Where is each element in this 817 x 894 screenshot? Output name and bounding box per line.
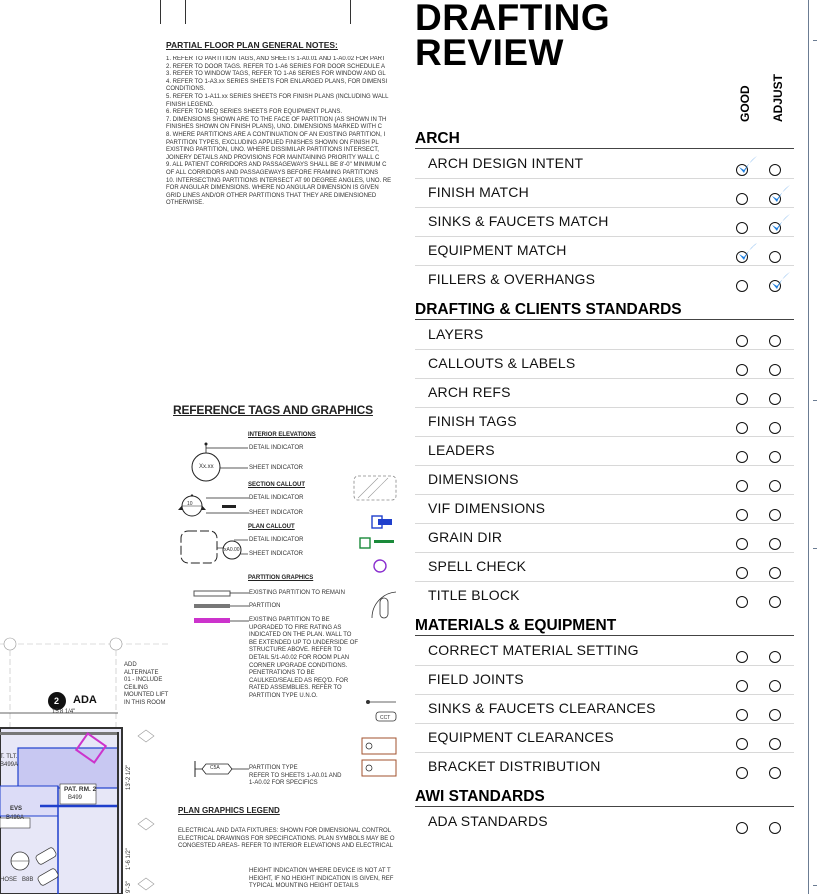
- section-header: DRAFTING & CLIENTS STANDARDS: [415, 300, 794, 320]
- plan-legend-line: ELECTRICAL DRAWINGS FOR SPECIFICATIONS. PLAN SYMBOLS MAY BE O: [178, 835, 395, 842]
- general-note-line: OTHERWISE.: [166, 200, 204, 207]
- general-note-line: CONDITIONS.: [166, 86, 206, 93]
- edge-tick: [813, 400, 817, 401]
- checklist-item-label: ADA STANDARDS: [428, 813, 548, 829]
- good-checkbox[interactable]: [736, 680, 748, 692]
- ada-label: ADA: [73, 694, 97, 706]
- adjust-checkbox[interactable]: [769, 567, 781, 579]
- add-alternate-line: MOUNTED LIFT: [124, 692, 169, 699]
- general-note-line: PARTITION TYPES, EXCLUDING APPLIED FINISHES SHOWN ON FINISH PL: [166, 139, 379, 146]
- upgrade-note-line: CORNER UPGRADE CONDITIONS.: [249, 662, 348, 669]
- checklist-item-label: TITLE BLOCK: [428, 587, 520, 603]
- upgrade-note-line: STRUCTURE ABOVE. REFER TO: [249, 647, 342, 654]
- general-note-line: 10. INTERSECTING PARTITIONS INTERSECT AT 90 DEGREE ANGLES, UNO. RE: [166, 177, 392, 184]
- good-checkmark-icon: [737, 155, 759, 177]
- checklist-item-label: CORRECT MATERIAL SETTING: [428, 642, 639, 658]
- good-checkbox[interactable]: [736, 767, 748, 779]
- upgrade-note-line: DETAIL 5/1-A0.02 FOR ROOM PLAN: [249, 654, 350, 661]
- general-note-line: GRID LINES AND/OR OTHER PARTITIONS THAT THEY ARE DIMENSIONED: [166, 192, 377, 199]
- adjust-checkbox[interactable]: [769, 509, 781, 521]
- plan-callout-heading: PLAN CALLOUT: [248, 524, 295, 530]
- general-note-line: 5. REFER TO 1-A11.xx SERIES SHEETS FOR FINISH PLANS (INCLUDING WALL: [166, 93, 389, 100]
- room-label: B499A: [0, 762, 19, 768]
- room-label: B496A: [6, 815, 25, 821]
- section-header: MATERIALS & EQUIPMENT: [415, 616, 794, 636]
- good-checkbox[interactable]: [736, 335, 748, 347]
- checklist-item-label: SPELL CHECK: [428, 558, 527, 574]
- room-label: T. TLT.: [0, 754, 18, 760]
- room-label: B499: [68, 795, 83, 801]
- plan-legend-line: ELECTRICAL AND DATA FIXTURES: SHOWN FOR DIMENSIONAL CONTROL: [178, 828, 392, 834]
- drawing-line: [350, 0, 351, 24]
- height-note-line: HEIGHT, IF NO HEIGHT INDICATION IS GIVEN, REF: [249, 875, 394, 882]
- adjust-checkbox[interactable]: [769, 393, 781, 405]
- checklist-item-label: ARCH REFS: [428, 384, 511, 400]
- general-note-line: 9. ALL PATIENT CORRIDORS AND PASSAGEWAYS SHALL BE 8'-0" MINIMUM C: [166, 162, 387, 169]
- general-note-line: 1. REFER TO PARTITION TAGS, AND SHEETS 1-A0.01 AND 1-A0.02 FOR PART: [166, 56, 386, 62]
- good-checkbox[interactable]: [736, 596, 748, 608]
- legend-symbols: [352, 474, 398, 594]
- drawing-line: [185, 0, 186, 24]
- adjust-checkbox[interactable]: [769, 709, 781, 721]
- upgrade-note-line: UPGRADED TO FIRE RATING AS: [249, 624, 342, 631]
- good-checkbox[interactable]: [736, 822, 748, 834]
- notes-title: PARTIAL FLOOR PLAN GENERAL NOTES:: [166, 40, 338, 50]
- edge-tick: [813, 885, 817, 886]
- ada-number: 2: [54, 696, 60, 706]
- plan-legend-text: [178, 828, 395, 851]
- dimension-label: 1'-6 1/2": [126, 848, 132, 870]
- checklist-item-label: ARCH DESIGN INTENT: [428, 155, 584, 171]
- general-note-line: JOINERY DETAILS AND PROVISIONS FOR MAINTAINING PRIORITY WALL C: [166, 154, 380, 161]
- interior-elevation-symbol: [186, 440, 250, 484]
- room-label: HOSE: [0, 877, 18, 883]
- checklist-item-label: GRAIN DIR: [428, 529, 503, 545]
- partition-label: PARTITION: [249, 603, 281, 609]
- room-label: EVS: [10, 806, 23, 812]
- checklist-item-label: LAYERS: [428, 326, 484, 342]
- detail-indicator-label: DETAIL INDICATOR: [249, 445, 304, 451]
- drawing-line: [160, 0, 161, 24]
- general-note-line: 4. REFER TO 1-A3.xx SERIES SHEETS FOR ENLARGED PLANS, FOR DIMENSI: [166, 78, 388, 85]
- tag-cct: CCT: [380, 715, 391, 721]
- adjust-checkbox[interactable]: [769, 164, 781, 176]
- general-note-line: 3. REFER TO WINDOW TAGS, REFER TO 1-A6 SERIES FOR WINDOW AND GL: [166, 71, 386, 78]
- partition-type-note-line: 1-A0.02 FOR SPECIFICS: [249, 780, 318, 787]
- adjust-checkmark-icon: [770, 271, 792, 293]
- upgrade-note-line: BE EXTENDED UP TO UNDERSIDE OF: [249, 639, 359, 646]
- notes-list: [166, 56, 398, 208]
- good-checkbox[interactable]: [736, 567, 748, 579]
- upgrade-note-line: PENETRATIONS TO BE: [249, 670, 315, 677]
- tag-a001: xA0.00: [224, 547, 240, 553]
- partition-type-symbol: [192, 759, 250, 779]
- dimension-label: 13'-2 1/2": [126, 764, 132, 790]
- general-note-line: FINISHES SHOWN ON FINISH PLANS), UNO. DIMENSIONS MARKED WITH C: [166, 124, 383, 131]
- height-note-line: TYPICAL MOUNTING HEIGHT DETAILS: [249, 883, 359, 890]
- good-checkbox[interactable]: [736, 509, 748, 521]
- good-checkbox[interactable]: [736, 222, 748, 234]
- general-note-line: OF ALL CORRIDORS AND PASSAGEWAYS BEFORE FRAMING PARTITIONS: [166, 169, 379, 176]
- upgrade-note: [249, 617, 358, 701]
- add-alternate-line: IN THIS ROOM: [124, 699, 166, 706]
- adjust-checkmark-icon: [770, 213, 792, 235]
- column-header-adjust: ADJUST: [771, 73, 785, 122]
- adjust-checkbox[interactable]: [769, 422, 781, 434]
- adjust-checkbox[interactable]: [769, 767, 781, 779]
- checklist-item-label: FIELD JOINTS: [428, 671, 524, 687]
- good-checkbox[interactable]: [736, 393, 748, 405]
- checklist-item-label: SINKS & FAUCETS MATCH: [428, 213, 609, 229]
- good-checkbox[interactable]: [736, 538, 748, 550]
- checklist-item-label: FINISH TAGS: [428, 413, 517, 429]
- device-tags: [360, 736, 398, 780]
- good-checkbox[interactable]: [736, 280, 748, 292]
- detail-indicator-label-2: DETAIL INDICATOR: [249, 495, 304, 501]
- good-checkbox[interactable]: [736, 451, 748, 463]
- reference-tags-title: REFERENCE TAGS AND GRAPHICS: [173, 403, 373, 417]
- checklist-item-label: EQUIPMENT MATCH: [428, 242, 567, 258]
- general-note-line: 6. REFER TO MEQ SERIES SHEETS FOR EQUIPMENT PLANS.: [166, 109, 343, 116]
- checklist-item-label: CALLOUTS & LABELS: [428, 355, 576, 371]
- adjust-checkbox[interactable]: [769, 451, 781, 463]
- partition-type-note: [249, 765, 341, 788]
- checklist-item-label: DIMENSIONS: [428, 471, 519, 487]
- adjust-checkmark-icon: [770, 184, 792, 206]
- height-note: [249, 868, 393, 891]
- general-note-line: EXISTING PARTITION, UNO. WHERE DISSIMILAR PARTITIONS INTERSECT,: [166, 147, 379, 154]
- partition-graphics-heading: PARTITION GRAPHICS: [248, 575, 314, 581]
- height-note-line: HEIGHT INDICATION WHERE DEVICE IS NOT AT T: [249, 868, 391, 874]
- add-alternate-line: CEILING: [124, 684, 149, 691]
- sheet-edge: [808, 0, 817, 894]
- add-alternate-line: ALTERNATE: [124, 669, 159, 676]
- construction-drawing: [0, 0, 400, 894]
- upgrade-note-line: INDICATED ON THE PLAN. WALL TO: [249, 632, 352, 639]
- adjust-checkbox[interactable]: [769, 651, 781, 663]
- upgrade-note-line: PARTITION TYPE U.N.O.: [249, 692, 318, 699]
- good-checkbox[interactable]: [736, 480, 748, 492]
- title-line-2: REVIEW: [415, 32, 564, 73]
- ada-scale: 15'8 1/4": [52, 709, 76, 715]
- floor-plan-fragment: [0, 636, 170, 894]
- existing-partition-label: EXISTING PARTITION TO REMAIN: [249, 590, 345, 596]
- checklist-item-label: SINKS & FAUCETS CLEARANCES: [428, 700, 656, 716]
- general-note-line: FINISH LEGEND.: [166, 101, 214, 108]
- partition-type-note-line: REFER TO SHEETS 1-A0.01 AND: [249, 772, 342, 779]
- general-note-line: 7. DIMENSIONS SHOWN ARE TO THE FACE OF PARTITION (AS SHOWN IN TH: [166, 116, 387, 123]
- good-checkbox[interactable]: [736, 651, 748, 663]
- checklist-item-label: EQUIPMENT CLEARANCES: [428, 729, 614, 745]
- page-title: [415, 0, 611, 73]
- plan-legend-title: PLAN GRAPHICS LEGEND: [178, 806, 280, 815]
- section-header: AWI STANDARDS: [415, 787, 794, 807]
- good-checkbox[interactable]: [736, 193, 748, 205]
- edge-tick: [813, 548, 817, 549]
- room-label: PAT. RM. 2: [64, 786, 97, 793]
- good-checkbox[interactable]: [736, 364, 748, 376]
- checklist-item-label: VIF DIMENSIONS: [428, 500, 546, 516]
- adjust-checkbox[interactable]: [769, 251, 781, 263]
- upgrade-note-line: RATED ASSEMBLIES. REFER TO: [249, 685, 342, 692]
- good-checkbox[interactable]: [736, 709, 748, 721]
- door-swing-symbol: [368, 590, 398, 636]
- add-alternate-line: ADD: [124, 662, 137, 668]
- add-alternate-line: 01 - INCLUDE: [124, 677, 163, 684]
- adjust-checkbox[interactable]: [769, 596, 781, 608]
- good-checkbox[interactable]: [736, 422, 748, 434]
- detail-indicator-label-3: DETAIL INDICATOR: [249, 537, 304, 543]
- edge-tick: [813, 40, 817, 41]
- sheet-indicator-label-3: SHEET INDICATOR: [249, 551, 304, 557]
- section-header: ARCH: [415, 129, 794, 149]
- adjust-checkbox[interactable]: [769, 738, 781, 750]
- partition-type-note-line: PARTITION TYPE: [249, 765, 298, 771]
- adjust-checkbox[interactable]: [769, 538, 781, 550]
- sheet-indicator-label: SHEET INDICATOR: [249, 465, 304, 471]
- checklist-item-label: FILLERS & OVERHANGS: [428, 271, 596, 287]
- adjust-checkbox[interactable]: [769, 680, 781, 692]
- checklist-item-label: FINISH MATCH: [428, 184, 529, 200]
- good-checkmark-icon: [737, 242, 759, 264]
- tag-10: 10: [187, 501, 193, 507]
- column-header-good: GOOD: [738, 85, 752, 122]
- tag-xx: Xx.xx: [199, 464, 214, 470]
- adjust-checkbox[interactable]: [769, 480, 781, 492]
- checklist-item-label: BRACKET DISTRIBUTION: [428, 758, 601, 774]
- good-checkbox[interactable]: [736, 738, 748, 750]
- room-label: B8B: [22, 877, 34, 883]
- adjust-checkbox[interactable]: [769, 364, 781, 376]
- general-note-line: 2. REFER TO DOOR TAGS. REFER TO 1-A6 SERIES FOR DOOR SCHEDULE A: [166, 63, 386, 70]
- dimension-label: 9'-3": [126, 881, 132, 893]
- tag-c5a: C5A: [210, 765, 220, 771]
- checklist-item-label: LEADERS: [428, 442, 495, 458]
- sheet-indicator-label-2: SHEET INDICATOR: [249, 510, 304, 516]
- section-callout-heading: SECTION CALLOUT: [248, 482, 305, 488]
- interior-elevations-heading: INTERIOR ELEVATIONS: [248, 432, 316, 438]
- partition-graphics-symbols: [192, 588, 250, 628]
- upgrade-note-line: EXISTING PARTITION TO BE: [249, 617, 330, 623]
- title-line-1: DRAFTING: [415, 0, 611, 38]
- adjust-checkbox[interactable]: [769, 822, 781, 834]
- plan-legend-line: CONGESTED AREAS- REFER TO INTERIOR ELEVATIONS AND ELECTRICAL: [178, 843, 393, 850]
- upgrade-note-line: CAULKED/SEALED AS REQ'D. FOR: [249, 677, 349, 684]
- general-note-line: FOR ANGULAR DIMENSIONS. WHERE NO ANGULAR DIMENSION IS GIVEN: [166, 185, 379, 192]
- general-note-line: 8. WHERE PARTITIONS ARE A CONTINUATION OF AN EXISTING PARTITION, I: [166, 131, 386, 138]
- adjust-checkbox[interactable]: [769, 335, 781, 347]
